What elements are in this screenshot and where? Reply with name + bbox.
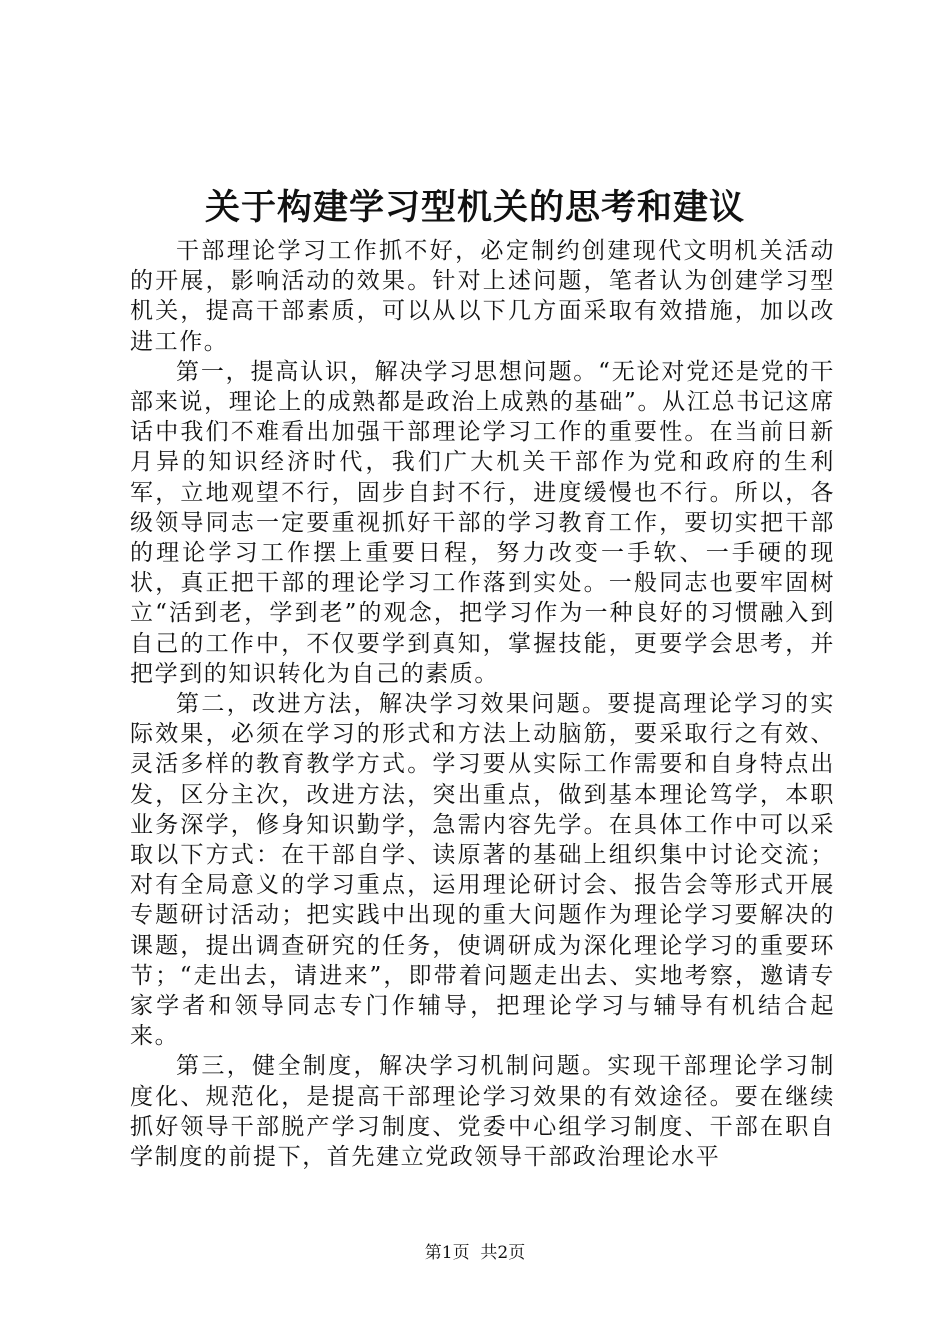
paragraph-second-point: 第二，改进方法，解决学习效果问题。要提高理论学习的实际效果，必须在学习的形式和方法上动脑筋，要采取行之有效、灵活多样的教育教学方式。学习要从实际工作需要和自身特点出发，区分主次，改进方法，突出重点，做到基本理论笃学，本职业务深学，修身知识勤学，急需内容先学。在具体工作中可以采取以下方式：在干部自学、读原著的基础上组织集中讨论交流；对有全局意义的学习重点，运用理论研讨会、报告会等形式开展专题研讨活动；把实践中出现的重大问题作为理论学习要解决的课题，提出调查研究的任务，使调研成为深化理论学习的重要环节；“走出去，请进来”，即带着问题走出去、实地考察，邀请专家学者和领导同志专门作辅导，把理论学习与辅导有机结合起来。	[130, 691, 835, 1050]
paragraph-first-point: 第一，提高认识，解决学习思想问题。“无论对党还是党的干部来说，理论上的成熟都是政治上成熟的基础”。从江总书记这席话中我们不难看出加强干部理论学习工作的重要性。在当前日新月异的知识经济时代，我们广大机关干部作为党和政府的生利军，立地观望不行，固步自封不行，进度缓慢也不行。所以，各级领导同志一定要重视抓好干部的学习教育工作，要切实把干部的理论学习工作摆上重要日程，努力改变一手软、一手硬的现状，真正把干部的理论学习工作落到实处。一般同志也要牢固树立“活到老，学到老”的观念，把学习作为一种良好的习惯融入到自己的工作中，不仅要学到真知，掌握技能，更要学会思考，并把学到的知识转化为自己的素质。	[130, 358, 835, 687]
paragraph-intro: 干部理论学习工作抓不好，必定制约创建现代文明机关活动的开展，影响活动的效果。针对上述问题，笔者认为创建学习型机关，提高干部素质，可以从以下几方面采取有效措施，加以改进工作。	[130, 238, 835, 355]
paragraph-third-point: 第三，健全制度，解决学习机制问题。实现干部理论学习制度化、规范化，是提高干部理论学习效果的有效途径。要在继续抓好领导干部脱产学习制度、党委中心组学习制度、干部在职自学制度的前提下，首先建立党政领导干部政治理论水平	[130, 1053, 835, 1171]
document-title: 关于构建学习型机关的思考和建议	[204, 187, 745, 228]
page-number-label: 第1页 共2页	[424, 1243, 526, 1263]
page-footer	[0, 1241, 950, 1265]
document-body	[130, 236, 835, 1172]
